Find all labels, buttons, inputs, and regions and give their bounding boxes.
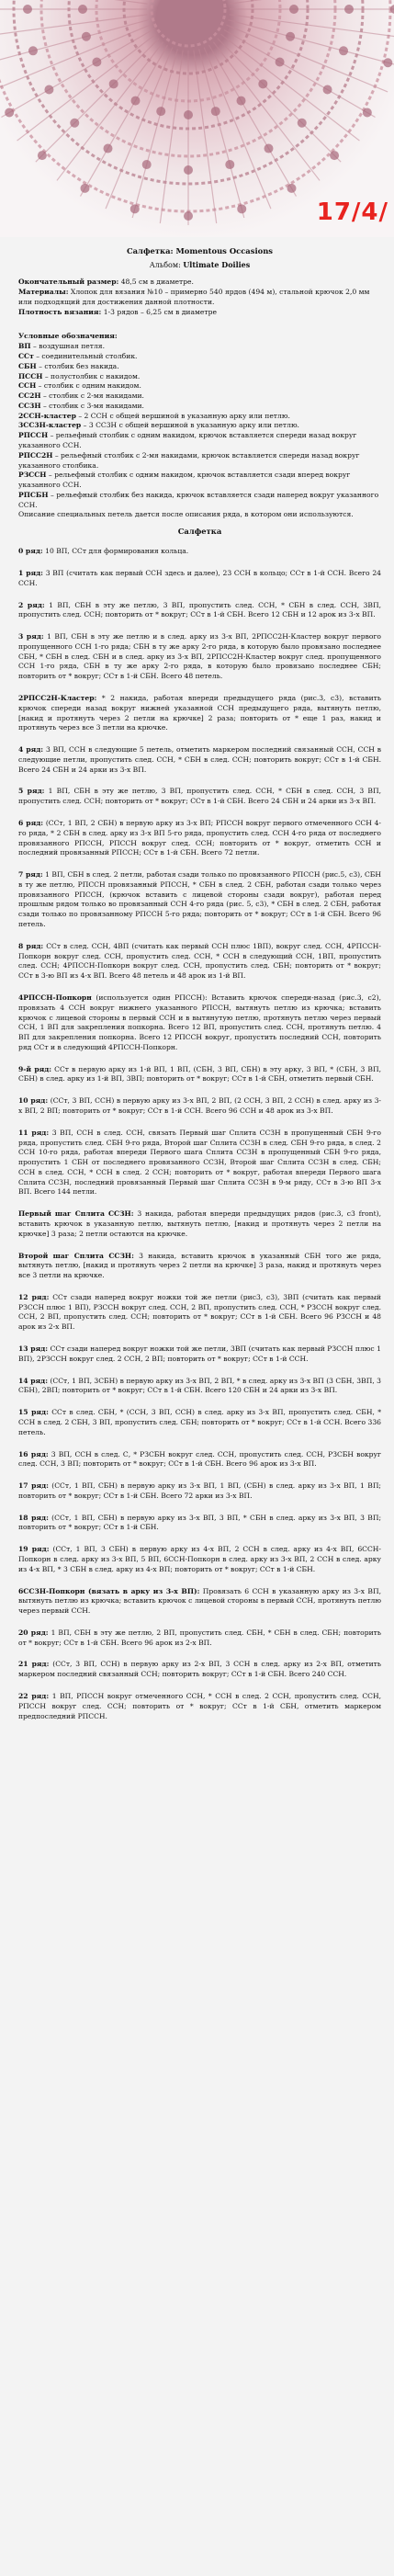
legend-item-text: – рельефный столбик с 2-мя накидами, крючок вставляется спереди назад вокруг указанного столбика. [18, 450, 360, 470]
doily-popcorn [276, 58, 285, 67]
legend-item-text: – соединительный столбик. [33, 351, 138, 360]
doily-spoke [218, 39, 341, 162]
doily-popcorn [78, 5, 87, 14]
doily-popcorn [81, 184, 90, 193]
row-instruction [18, 632, 381, 682]
doily-popcorn [184, 211, 193, 221]
doily-popcorn [70, 119, 79, 128]
row-instruction-text: (используется один РПССН): Вставить крючок спереди-назад (рис.3, с2), провязать 4 ССН вокруг нижнего указанного РПССН, вытянуть петлю из крючка; вставить крючок с лицевой стороны в первый ССН и в вытянутую петлю, протянуть петлю через первый ССН, 1 ВП для закрепления попкорна. Всего 12 ВП, пропустить след. ССН, протянуть петлю. 4 ВП для закрепления попкорна. Всего 12 РПССН вокруг, пропустить последний ССН, повторить ряд ССт и в следующий 4РПССН-Попкорн. [18, 993, 381, 1051]
legend-item [18, 421, 381, 431]
row-instruction-label: 8 ряд: [18, 941, 44, 950]
row-instruction [18, 870, 381, 930]
doily-spoke [132, 49, 177, 218]
legend-item-label: СС3Н [18, 401, 41, 410]
row-instruction [18, 1345, 381, 1365]
doily-popcorn [258, 79, 267, 88]
info-line-label: Окончательный размер: [18, 278, 119, 287]
info-line [18, 278, 381, 288]
row-instruction [18, 1587, 381, 1617]
legend-item-label: ПССН [18, 371, 43, 380]
legend-item-label: ССН [18, 381, 37, 391]
row-instruction-label: 16 ряд: [18, 1449, 49, 1458]
row-instruction-label: 13 ряд: [18, 1345, 49, 1354]
doily-popcorn [211, 107, 220, 116]
row-instruction [18, 993, 381, 1053]
doily-popcorn [344, 5, 354, 14]
info-line-text: Хлопок для вязания №10 – примерно 540 ярдов (494 м), стальной крючок 2,0 мм или подходящий для достижения данной плотности. [18, 288, 370, 306]
row-instruction [18, 1209, 381, 1239]
row-instruction-text: 3 накида, работая впереди предыдущих рядов (рис.3, с3 front), вставить крючок в указанную петлю, вытянуть петлю, [накид и протянуть через 2 петли на крючке] 3 раза; 2 петли остаются на крючке. [18, 1209, 381, 1238]
row-instruction-text: (ССт, 1 ВП, СБН) в первую арку из 3-х ВП, 3 ВП, * СБН в след. арку из 3-х ВП, 3 ВП; повторить от * вокруг; ССт в 1-й СБН. [18, 1513, 382, 1532]
info-block [18, 278, 381, 317]
album-name: Ultimate Doilies [183, 259, 251, 269]
row-instruction-text: (ССт, 3 ВП, ССН) в первую арку из 2-х ВП, 3 ССН в след. арку из 2-х ВП, отметить маркером последний связанный ССН; повторить вокруг; ССт в 1-й СБН. Всего 240 ССН. [18, 1660, 382, 1679]
row-instruction-text: 3 ВП (считать как первый ССН здесь и далее), 23 ССН в кольцо; ССт в 1-й ССН. Всего 24 ССН. [18, 568, 381, 587]
row-instruction-label: 14 ряд: [18, 1376, 49, 1385]
legend-item-label: РПСС2Н [18, 450, 53, 460]
doily-spoke [213, 42, 320, 181]
row-instruction-label: 15 ряд: [18, 1408, 49, 1417]
row-instruction [18, 942, 381, 982]
row-instruction-label: 2РПСС2Н-Кластер: [18, 693, 97, 702]
row-instruction [18, 1065, 381, 1085]
info-line-label: Плотность вязания: [18, 307, 102, 316]
doily-spoke [221, 34, 360, 141]
legend-item [18, 431, 381, 451]
doily-popcorn [286, 32, 295, 41]
row-instruction [18, 1252, 381, 1281]
doily-popcorn [184, 110, 193, 119]
row-instruction [18, 787, 381, 807]
row-instruction-label: 3 ряд: [18, 632, 44, 641]
row-instruction-text: ССт сзади наперед вокруг ножки той же петли (рис3, с3), 3ВП (считать как первый РЗССН плюс 1 ВП), РЗССН вокруг след. ССН, 2 ВП, пропустить след. ССН, * РЗССН вокруг след. ССН, 2 ВП, пропустить след. ССН; повторить от * вокруг; ССт в 1-й СБН. Всего 96 РЗССН и 48 арок из 2-х ВП. [18, 1292, 381, 1332]
legend-item-text: – 3 СС3Н с общей вершиной в указанную арку или петлю. [81, 421, 299, 430]
doily-popcorn [23, 5, 32, 14]
info-line-text: 1-3 рядов – 6,25 см в диаметре [101, 307, 217, 316]
doily-popcorn [156, 107, 165, 116]
legend-list [18, 342, 381, 510]
row-instruction-label: 7 ряд: [18, 870, 43, 879]
legend-item-text: – 2 ССН с общей вершиной в указанную арку или петлю. [75, 411, 290, 420]
row-instruction-text: ССт в след. ССН, 4ВП (считать как первый ССН плюс 1ВП), вокруг след. ССН, 4РПССН-Попкорн вокруг след. ССН, пропустить след. ССН, * ССН в следующий ССН, 1ВП, пропустить след. ССН; 4РПССН-Попкорн вокруг след. ССН, пропустить след. СБН; повторить от * вокруг; ССт в 3-ю ВП из 4-х ВП. Всего 48 петель и 48 арок из 1-й ВП. [18, 941, 381, 981]
doily-popcorn [339, 46, 348, 55]
doily-spoke [17, 34, 156, 141]
album-line [18, 260, 381, 270]
row-instruction [18, 694, 381, 733]
legend-item [18, 381, 381, 392]
doily-spoke [0, 25, 150, 92]
legend-block [18, 332, 381, 510]
row-instruction [18, 1129, 381, 1197]
row-instruction-label: 11 ряд: [18, 1128, 50, 1137]
doily-popcorn [237, 204, 246, 213]
row-instruction-text: (ССт, 1 ВП, 3 СБН) в первую арку из 4-х ВП, 2 ССН в след. арку из 4-х ВП, 6ССН-Попкорн в след. арку из 3-х ВП, 5 ВП, 6ССН-Попкорн в след. арку из 3-х ВП, 2 ССН в след. арку из 4-х ВП, * 3 СБН в след. арку из 4-х ВП; повторить от * вокруг; ССт в 1-й СБН. [18, 1545, 381, 1573]
legend-item [18, 491, 381, 511]
row-instruction [18, 1408, 381, 1437]
doily-spoke [57, 42, 163, 181]
row-instruction-label: 12 ряд: [18, 1292, 50, 1301]
legend-item-label: ССт [18, 351, 34, 360]
doily-spoke [230, 0, 394, 4]
row-instruction-label: 4 ряд: [18, 745, 44, 755]
row-instruction-text: 1 ВП, СБН в эту же петлю, 3 ВП, пропустить след. ССН, * СБН в след. ССН, 3ВП, пропустить след. ССН; повторить от * вокруг; ССт в 1-й СБН. Всего 12 СБН и 12 арок из 3-х ВП. [18, 600, 381, 619]
row-instruction-label: 9-й ряд: [18, 1064, 52, 1073]
row-instruction-label: Второй шаг Сплита ССЗН: [18, 1251, 134, 1260]
legend-item-text: – столбик с 2-мя накидами. [40, 392, 144, 401]
doily-popcorn [287, 184, 297, 193]
row-instruction-text: 1 ВП, СБН в эту же петлю, 3 ВП, пропустить след. ССН, * СБН в след. ССН, 3 ВП, пропустить след. ССН; повторить от * вокруг; ССт в 1-й СБН. Всего 24 СБН и 24 арки из 3-х ВП. [18, 787, 381, 806]
legend-item-text: – рельефный столбик с одним накидом, крючок вставляется спереди назад вокруг указанного ССН. [18, 431, 357, 449]
doily-popcorn [237, 96, 246, 106]
legend-item-label: СС2Н [18, 392, 41, 401]
doily-spoke [209, 45, 297, 197]
legend-item-label: РПССН [18, 431, 49, 440]
doily-popcorn [298, 119, 307, 128]
legend-item-label: 3СС3Н-кластер [18, 421, 82, 430]
legend-item-text: – столбик с 3-мя накидами. [40, 401, 144, 410]
doily-spoke [36, 39, 159, 162]
legend-item [18, 471, 381, 491]
row-instruction-label: 18 ряд: [18, 1513, 49, 1522]
doily-popcorn [28, 46, 38, 55]
row-instruction-text: (ССт, 1 ВП, 2 СБН) в первую арку из 3-х ВП; РПССН вокруг первого отмеченного ССН 4-го ряда, * 2 СБН в след. арку из 3-х ВП 5-го ряда, пропустить след. ССН 4-го ряда от последнего провязанного РПССН, РПССН вокруг след. ССН; повторить от * вокруг, отметить ССН и последний провязанный РПССН; ССт в 1-й СБН. Всего 72 петли. [18, 819, 381, 857]
doily-spoke [1, 30, 152, 118]
doily-popcorn [289, 5, 298, 14]
row-instruction-text: 1 ВП, СБН в эту же петлю и в след. арку из 3-х ВП, 2РПСС2Н-Кластер вокруг первого пропущенного ССН 1-го ряда; СБН в ту же арку 2-го ряда, в которую было провязано последнее СБН, * СБН в след. СБН и в след. арку из 3-х ВП, 2РПСС2Н-Кластер вокруг след. пропущенного ССН 1-го ряда, СБН в ту же арку 2-го ряда, в которую было провязано последнее СБН; повторить от * вокруг; ССт в 1-й СБН. Всего 48 петель. [18, 632, 382, 681]
row-instruction-text: 1 ВП, РПССН вокруг отмеченного ССН, * ССН в след. 2 ССН, пропустить след. ССН, РПССН вокруг след. ССН; повторить от * вокруг; ССт в 1-й СБН, отметить маркером предпоследний РПССН. [18, 1692, 381, 1720]
special-stitches-note: Описание специальных петель дается после описания ряда, в котором они используются. [18, 510, 354, 519]
info-line [18, 308, 381, 318]
doily-spoke [160, 51, 183, 223]
row-instruction [18, 1377, 381, 1397]
row-instruction-text: ССт в первую арку из 1-й ВП, 1 ВП, (СБН, 3 ВП, СБН) в эту арку, 3 ВП, * (СБН, 3 ВП, СБН) в след. арку из 1-й ВП, 3ВП; повторить от * вокруг; ССт в 1-й СБН, отметить первый СБН. [18, 1064, 381, 1084]
legend-item-label: РПСБН [18, 490, 49, 499]
row-instruction [18, 1628, 381, 1649]
row-instruction [18, 1450, 381, 1470]
doily-popcorn [323, 85, 332, 95]
row-instruction-text: (ССт, 3 ВП, ССН) в первую арку из 3-х ВП, 2 ВП, (2 ССН, 3 ВП, 2 ССН) в след. арку из 3-х ВП, 2 ВП; повторить от * вокруг; ССт в 1-й ССН. Всего 96 ССН и 48 арок из 3-х ВП. [18, 1096, 381, 1115]
doily-popcorn [104, 144, 113, 153]
row-instruction-text: 1 ВП, СБН в эту же петлю, 2 ВП, пропустить след. СБН, * СБН в след. СБН; повторить от * вокруг; ССт в 1-й СБН. Всего 96 арок из 2-х ВП. [18, 1628, 382, 1647]
doily-popcorn [130, 204, 140, 213]
legend-item [18, 392, 381, 402]
row-instruction [18, 1293, 381, 1333]
row-instruction-text: 3 накида, вставить крючок в указанный СБН того же ряда, вытянуть петлю, [накид и протянуть через 2 петли на крючке] 3 раза, накид и протянуть через все 3 петли на крючке. [18, 1251, 381, 1280]
legend-item-label: 2ССН-кластер [18, 411, 76, 420]
row-instruction-text: 3 ВП, ССН в след. С, * РЗСБН вокруг след. ССН, пропустить след. ССН, РЗСБН вокруг след. ССН, 3 ВП; повторить от * вокруг; ССт в 1-й СБН. Всего 96 арок из 3-х ВП. [18, 1449, 381, 1469]
row-instruction-label: 0 ряд: [18, 547, 43, 556]
doily-popcorn [82, 32, 91, 41]
legend-item-text: – столбик с одним накидом. [36, 381, 141, 391]
doily-spoke [227, 25, 388, 92]
doily-popcorn [5, 108, 14, 118]
row-instruction-label: 6 ряд: [18, 819, 44, 828]
legend-item-text: – рельефный столбик без накида, крючок вставляется сзади наперед вокруг указанного ССН. [18, 490, 379, 509]
row-instruction-label: 1 ряд: [18, 568, 43, 577]
doily-photo [0, 0, 394, 237]
row-instruction [18, 1096, 381, 1117]
legend-item-text: – рельефный столбик с одним накидом, крючок вставляется сзади вперед вокруг указанного ССН. [18, 471, 351, 490]
row-instruction-text: (ССт, 1 ВП, СБН) в первую арку из 3-х ВП, 1 ВП, (СБН) в след. арку из 3-х ВП, 1 ВП; повторить от * вокруг; ССт в 1-й СБН. Всего 72 арки из 3-х ВП. [18, 1481, 381, 1500]
doily-popcorn [383, 58, 392, 67]
legend-item [18, 402, 381, 412]
doily-popcorn [265, 144, 274, 153]
row-instruction-label: 21 ряд: [18, 1660, 50, 1669]
row-instruction [18, 601, 381, 621]
legend-item-label: ВП [18, 342, 31, 351]
legend-item-label: СБН [18, 361, 37, 370]
doily-popcorn [363, 108, 372, 118]
legend-item-text: – воздушная петля. [30, 342, 105, 351]
row-instruction-text: Провязать 6 ССН в указанную арку из 3-х ВП, вытянуть петлю из крючка; вставить крючок с лицевой стороны в первый ССН, протянуть петлю через первый ССН. [18, 1586, 381, 1616]
doily-popcorn [142, 160, 152, 169]
legend-item-label: РЗССН [18, 471, 47, 480]
row-instruction-text: (ССт, 1 ВП, 3СБН) в первую арку из 3-х ВП, 2 ВП, * в след. арку из 3-х ВП (3 СБН, 3ВП, 3 СБН), 2ВП; повторить от * вокруг; ССт в 1-й СБН. Всего 120 СБН и 24 арки из 3-х ВП. [18, 1376, 381, 1395]
row-instruction-label: 22 ряд: [18, 1692, 50, 1701]
row-instruction [18, 547, 381, 557]
row-instruction-text: 3 ВП, ССН в след. ССН, связать Первый шаг Сплита ССЗН в пропущенный СБН 9-го ряда, пропустить след. СБН 9-го ряда, Второй шаг Сплита ССЗН в след. СБН 9-го ряда, в след. 2 ССН 10-го ряда, работая впереди Первого шага Сплита ССЗН в пропущенный СБН 9-го ряда, пропустить 1 СБН от последнего провязанного ССЗН, Второй шаг Сплита ССЗН в след. СБН; ССН в след. ССН, * ССН в след. 2 ССН; повторить от * вокруг, работая впереди Первого шага Сплита ССЗН, последний провязанный Первый шаг Сплита ССЗН в 9-м ряду, ССт в 3-ю ВП 3-х ВП. Всего 144 петли. [18, 1128, 381, 1197]
row-instruction [18, 1514, 381, 1534]
doily-spoke [230, 15, 394, 38]
row-instruction-text: * 2 накида, работая впереди предыдущего ряда (рис.3, с3), вставить крючок спереди назад вокруг нижней указанной ССН предыдущего ряда, вытянуть петлю, [накид и протянуть через 2 петли на крючке] 2 раза; повторить от * еще 1 раз, накид и протянуть через все 3 петли на крючке. [18, 693, 381, 732]
photo-date-stamp: 17/4/ [316, 199, 388, 226]
row-instruction-label: 20 ряд: [18, 1628, 49, 1637]
row-instruction-text: ССт в след. СБН, * (ССН, 3 ВП, ССН) в след. арку из 3-х ВП, пропустить след. СБН, * ССН в след. 2 СБН, 3 ВП, пропустить след. СБН; повторить от * вокруг; ССт в 1-й ССН. Всего 336 петель. [18, 1408, 381, 1436]
row-instruction [18, 1481, 381, 1502]
row-instruction-label: 17 ряд: [18, 1481, 49, 1491]
legend-item-text: – полустолбик с накидом. [42, 371, 141, 380]
doily-spoke [194, 51, 217, 223]
row-instruction [18, 745, 381, 775]
doily-popcorn [44, 85, 53, 95]
row-instruction-text: 10 ВП, ССт для формирования кольца. [42, 547, 189, 556]
rows-list [18, 547, 381, 1721]
doily-popcorn [225, 160, 234, 169]
legend-item [18, 451, 381, 471]
section-title: Салфетка [177, 527, 222, 537]
row-instruction-label: 6ССЗН-Попкорн (вязать в арку из 3-х ВП): [18, 1586, 200, 1595]
album-prefix: Альбом: [149, 260, 184, 269]
legend-item [18, 342, 381, 352]
doily-title: Салфетка: Momentous Occasions [126, 246, 274, 255]
doily-spoke [199, 49, 244, 218]
row-instruction-label: 19 ряд: [18, 1545, 50, 1554]
legend-item-text: – столбик без накида. [36, 361, 119, 370]
doily-ring [152, 0, 225, 46]
row-instruction [18, 1545, 381, 1574]
row-instruction-text: ССт сзади наперед вокруг ножки той же петли, 3ВП (считать как первый РЗССН плюс 1 ВП), 2РЗССН вокруг след. 2 ССН, 2 ВП; повторить от * вокруг; ССт в 1-й ССН. [18, 1345, 381, 1363]
legend-item [18, 372, 381, 382]
legend-item [18, 412, 381, 422]
doily-popcorn [330, 151, 339, 160]
doily-popcorn [38, 151, 47, 160]
row-instruction-label: 10 ряд: [18, 1096, 49, 1106]
doily-spoke [204, 48, 271, 210]
doily-popcorn [92, 58, 101, 67]
info-line [18, 288, 381, 308]
row-instruction [18, 1660, 381, 1680]
legend-title: Условные обозначения: [18, 332, 118, 341]
row-instruction-text: 1 ВП, СБН в след. 2 петли, работая сзади только по провязанного РПССН (рис.5, с3), СБН в ту же петлю, РПССН провязанный РПССН, * СБН в след. 2 СБН, работая сзади только через провязанного РПССН, (крючок вставить с лицевой стороны сзади вокруг), работая перед прошлым рядом только во провязанный ССН 4-го ряда (рис. 5, с3), * СБН в след. 2 СБН, работая сзади только по провязанному РПССН 5-го ряда; повторить от * вокруг; ССт в 1-й СБН. Всего 96 петель. [18, 870, 381, 929]
info-line-label: Материалы: [18, 288, 69, 297]
row-instruction-label: Первый шаг Сплита ССЗН: [18, 1209, 134, 1219]
row-instruction-label: 5 ряд: [18, 787, 45, 796]
row-instruction [18, 1692, 381, 1721]
row-instruction-text: 3 ВП, ССН в следующие 5 петель, отметить маркером последний связанный ССН, ССН в следующие петли, пропустить след. ССН, * СБН в след. ССН; повторить вокруг; ССт в 1-й СБН. Всего 24 СБН и 24 арки из 3-х ВП. [18, 745, 381, 774]
row-instruction [18, 569, 381, 589]
pattern-document [0, 246, 394, 1733]
doily-popcorn [109, 79, 118, 88]
legend-item [18, 352, 381, 362]
legend-item [18, 362, 381, 372]
doily-popcorn [131, 96, 141, 106]
row-instruction [18, 819, 381, 858]
doily-spoke [106, 48, 173, 210]
row-instruction-label: 2 ряд: [18, 600, 45, 609]
doily-popcorn [184, 165, 193, 175]
row-instruction-label: 4РПССН-Попкорн [18, 993, 92, 1002]
doily-ring [0, 0, 390, 211]
info-line-text: 48,5 см в диаметре. [118, 278, 194, 287]
